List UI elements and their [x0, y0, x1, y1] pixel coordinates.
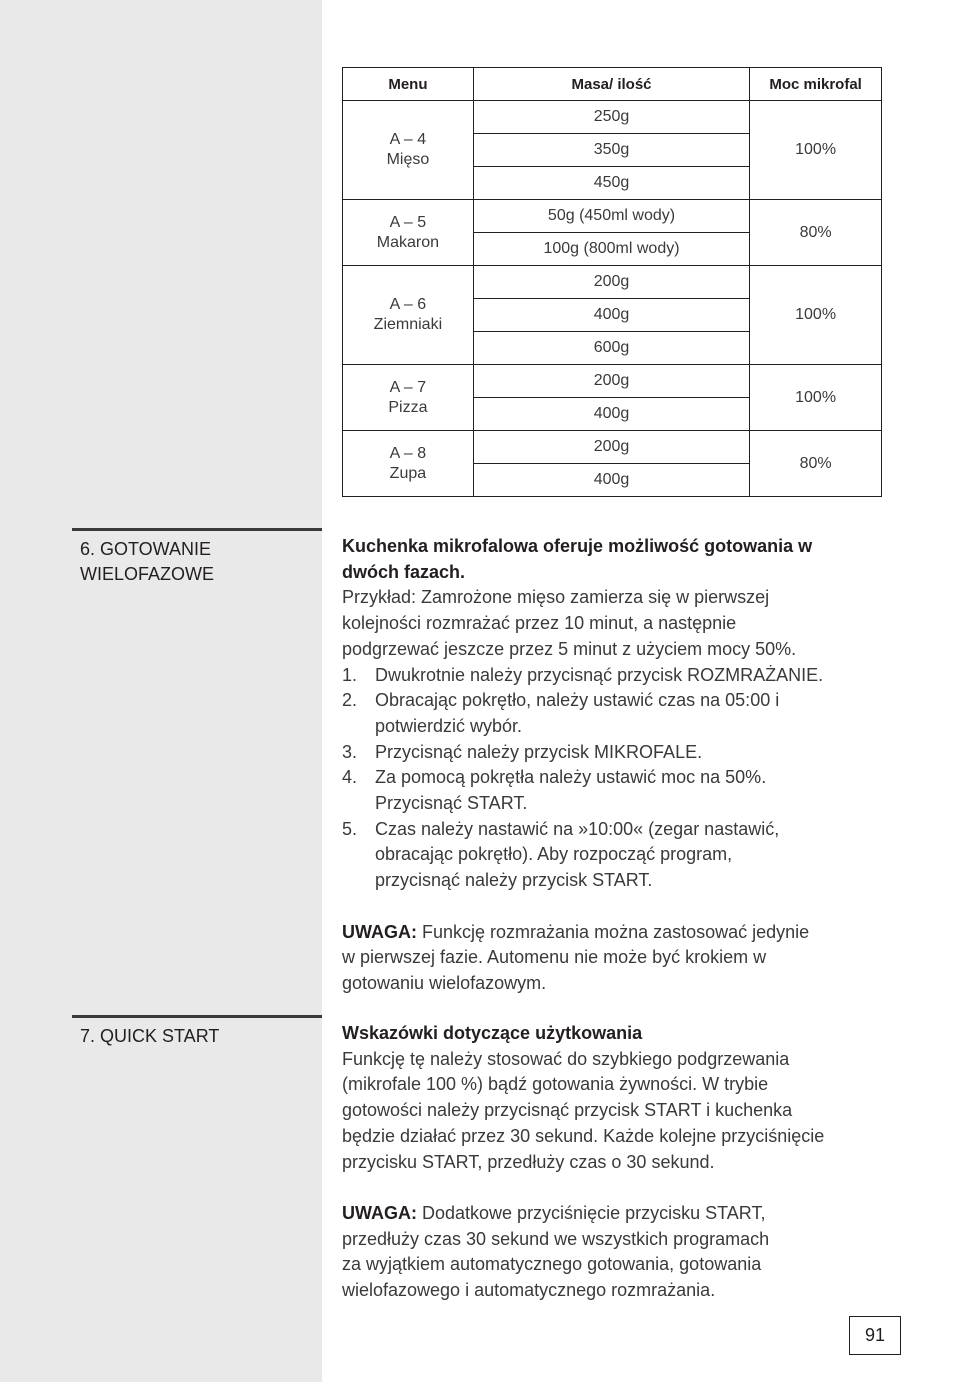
menu-cell [343, 431, 474, 497]
para-line: będzie działać przez 30 sekund. Każde kolejne przyciśnięcie [342, 1125, 825, 1146]
step-number: 4. [342, 767, 358, 788]
section-7-title [72, 1015, 322, 1049]
note-line: przedłuży czas 30 sekund we wszystkich programach [342, 1228, 770, 1249]
step-line: Czas należy nastawić na »10:00« (zegar nastawić, [375, 818, 780, 839]
step-line: obracając pokrętło). Aby rozpocząć program, [375, 844, 733, 865]
note-text: Funkcję rozmrażania można zastosować jedynie [417, 921, 810, 942]
step-number: 5. [342, 818, 358, 839]
menu-code: A – 4 [389, 131, 427, 148]
menu-code: A – 7 [389, 378, 427, 396]
example-line: podgrzewać jeszcze przez 5 minut z użyciem mocy 50%. [342, 638, 797, 659]
list-item [342, 688, 887, 739]
menu-cell [343, 101, 474, 200]
header-menu: Menu [343, 68, 474, 101]
note-line: wielofazowego i automatycznego rozmrażania. [342, 1280, 716, 1301]
menu-name: Zupa [389, 464, 427, 482]
menu-name: Pizza [388, 398, 428, 416]
note-label: UWAGA: [342, 921, 417, 942]
automenu-table [342, 67, 882, 497]
power-cell: 80% [750, 431, 882, 497]
header-power: Moc mikrofal [750, 68, 882, 101]
table-row [343, 365, 882, 398]
note-line [342, 1201, 887, 1227]
para-line: gotowości należy przycisnąć przycisk START i kuchenka [342, 1100, 793, 1121]
amount-cell: 200g [473, 266, 749, 299]
menu-name: Mięso [386, 151, 430, 168]
amount-cell: 200g [473, 431, 749, 464]
menu-cell [343, 365, 474, 431]
list-item [342, 663, 887, 689]
step-line: Za pomocą pokrętła należy ustawić moc na 50%. [375, 767, 767, 788]
amount-cell: 350g [473, 134, 749, 167]
page-number: 91 [849, 1316, 901, 1355]
amount-cell: 50g (450ml wody) [473, 200, 749, 233]
note-line [342, 920, 887, 946]
menu-cell [343, 200, 474, 266]
menu-code: A – 8 [389, 444, 427, 462]
step-line: Przycisnąć START. [375, 793, 528, 814]
section-title-line: 7. QUICK START [80, 1026, 220, 1046]
step-number: 1. [342, 664, 358, 685]
header-amount: Masa/ ilość [473, 68, 749, 101]
section-7-body [342, 1021, 887, 1304]
amount-cell: 400g [473, 398, 749, 431]
step-line: przycisnąć należy przycisk START. [375, 870, 653, 891]
power-cell: 80% [750, 200, 882, 266]
section-6-body [342, 534, 887, 997]
list-item [342, 740, 887, 766]
example-line: kolejności rozmrażać przez 10 minut, a następnie [342, 613, 737, 634]
amount-cell: 200g [473, 365, 749, 398]
menu-code: A – 6 [389, 296, 427, 313]
note-label: UWAGA: [342, 1202, 417, 1223]
intro-line: Kuchenka mikrofalowa oferuje możliwość gotowania w [342, 536, 813, 556]
step-line: potwierdzić wybór. [375, 715, 523, 736]
amount-cell: 250g [473, 101, 749, 134]
amount-cell: 600g [473, 332, 749, 365]
amount-cell: 450g [473, 167, 749, 200]
table-row [343, 431, 882, 464]
note-line: za wyjątkiem automatycznego gotowania, gotowania [342, 1254, 762, 1275]
example-line: Przykład: Zamrożone mięso zamierza się w pierwszej [342, 587, 770, 608]
menu-code: A – 5 [389, 213, 427, 231]
para-line: przycisku START, przedłuży czas o 30 sekund. [342, 1151, 715, 1172]
power-cell: 100% [750, 365, 882, 431]
table-row [343, 200, 882, 233]
menu-name: Ziemniaki [373, 316, 443, 333]
steps-list [342, 663, 887, 894]
step-line: Dwukrotnie należy przycisnąć przycisk ROZMRAŻANIE. [375, 664, 824, 685]
section-heading: Wskazówki dotyczące użytkowania [342, 1023, 643, 1043]
sidebar-background [0, 0, 322, 1382]
section-6-title [72, 528, 322, 587]
section-title-line: WIELOFAZOWE [80, 564, 215, 584]
list-item [342, 765, 887, 816]
para-line: Funkcję tę należy stosować do szybkiego podgrzewania [342, 1048, 790, 1069]
step-number: 2. [342, 690, 358, 711]
list-item [342, 817, 887, 894]
step-line: Obracając pokrętło, należy ustawić czas na 05:00 i [375, 690, 780, 711]
step-line: Przycisnąć należy przycisk MIKROFALE. [375, 741, 703, 762]
table-row [343, 101, 882, 134]
note-line: w pierwszej fazie. Automenu nie może być krokiem w [342, 947, 767, 968]
menu-cell [343, 266, 474, 365]
power-cell: 100% [750, 266, 882, 365]
intro-line: dwóch fazach. [342, 561, 466, 582]
note-text: Dodatkowe przyciśnięcie przycisku START, [417, 1202, 766, 1223]
table-header-row [343, 68, 882, 101]
amount-cell: 400g [473, 464, 749, 497]
note-line: gotowaniu wielofazowym. [342, 972, 547, 993]
step-number: 3. [342, 741, 358, 762]
para-line: (mikrofale 100 %) bądź gotowania żywności. W trybie [342, 1074, 769, 1095]
amount-cell: 400g [473, 299, 749, 332]
power-cell: 100% [750, 101, 882, 200]
amount-cell: 100g (800ml wody) [473, 233, 749, 266]
table-row [343, 266, 882, 299]
menu-name: Makaron [376, 233, 440, 251]
section-title-line: 6. GOTOWANIE [80, 539, 212, 559]
